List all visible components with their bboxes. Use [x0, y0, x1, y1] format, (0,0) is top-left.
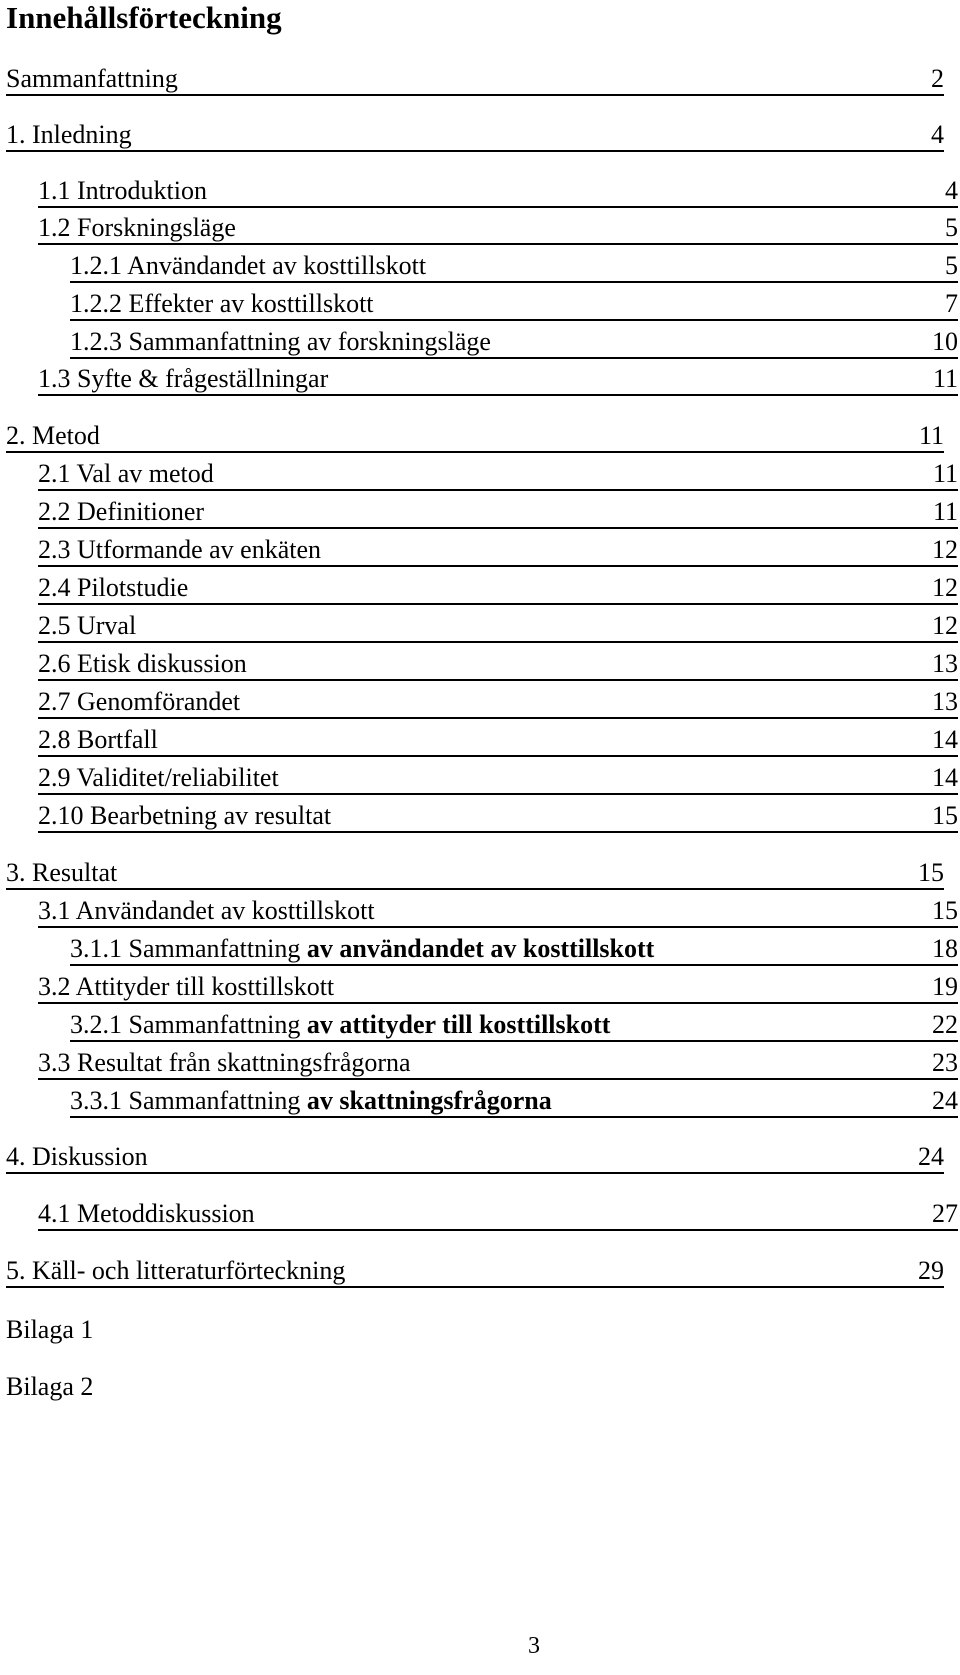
toc-entry-number: 5.: [6, 1256, 26, 1285]
toc-entry-text: Effekter av kosttillskott: [128, 289, 374, 318]
toc-entry[interactable]: [6, 1142, 944, 1174]
toc-entry-text: Validitet/reliabilitet: [76, 763, 279, 792]
toc-entry[interactable]: [6, 421, 944, 453]
toc-entry[interactable]: [6, 64, 944, 96]
toc-entry-number: 2.4: [38, 573, 71, 602]
toc-entry-page: 29: [918, 1256, 944, 1285]
toc-entry-page: 15: [918, 858, 944, 887]
toc-entry-text: Inledning: [32, 120, 132, 149]
toc-entry[interactable]: [38, 896, 958, 928]
toc-entry-page: 13: [932, 687, 958, 716]
toc-entry[interactable]: [70, 1010, 958, 1042]
toc-entry-number: 1.: [6, 120, 26, 149]
toc-entry-text: Användandet av kosttillskott: [127, 251, 427, 280]
toc-entry-page: 10: [932, 327, 958, 356]
toc-entry[interactable]: [38, 213, 958, 245]
toc-entry-number: 4.1: [38, 1199, 71, 1228]
toc-entry-text: Resultat från skattningsfrågorna: [77, 1048, 411, 1077]
toc-entry-bold-text: av skattningsfrågorna: [306, 1086, 552, 1115]
toc-entry-text: Käll- och litteraturförteckning: [32, 1256, 346, 1285]
toc-entry-page: 27: [932, 1199, 958, 1228]
toc-entry-page: 11: [932, 459, 958, 488]
toc-entry[interactable]: [6, 120, 944, 152]
toc-entry-text: Sammanfattning: [128, 1010, 301, 1039]
toc-entry[interactable]: [38, 1199, 958, 1231]
toc-entry-text: Introduktion: [77, 176, 207, 205]
toc-entry-page: 13: [932, 649, 958, 678]
toc-entry[interactable]: [38, 649, 958, 681]
toc-entry-page: 12: [932, 535, 958, 564]
toc-entry-number: 3.: [6, 858, 26, 887]
toc-entry[interactable]: [70, 327, 958, 359]
toc-entry-text: Sammanfattning: [128, 934, 301, 963]
toc-entry-page: 14: [932, 725, 958, 754]
toc-entry-text: Definitioner: [77, 497, 205, 526]
toc-entry-text: Bortfall: [77, 725, 158, 754]
toc-entry-number: 3.3: [38, 1048, 71, 1077]
toc-entry-page: 24: [932, 1086, 958, 1115]
toc-entry[interactable]: [70, 251, 958, 283]
toc-entry-page: 19: [932, 972, 958, 1001]
toc-entry-text: Bilaga 2: [6, 1372, 94, 1401]
toc-entry-number: 2.5: [38, 611, 71, 640]
toc-entry[interactable]: [38, 725, 958, 757]
toc-entry-number: 2.10: [38, 801, 84, 830]
toc-entry-text: Sammanfattning: [6, 64, 178, 93]
toc-entry-page: 4: [945, 176, 958, 205]
toc-entry[interactable]: [38, 176, 958, 208]
toc-entry-bold-text: av attityder till kosttillskott: [306, 1010, 611, 1039]
toc-entry-text: Syfte & frågeställningar: [77, 364, 329, 393]
toc-entry[interactable]: [6, 1256, 944, 1288]
toc-entry-text: Metoddiskussion: [77, 1199, 255, 1228]
toc-entry-number: 3.2.1: [70, 1010, 122, 1039]
toc-entry[interactable]: [6, 1313, 944, 1345]
toc-entry[interactable]: [38, 1048, 958, 1080]
toc-entry-page: 15: [932, 801, 958, 830]
toc-entry-number: 1.2.3: [70, 327, 122, 356]
toc-entry-number: 3.1: [38, 896, 71, 925]
toc-entry-number: 1.3: [38, 364, 71, 393]
toc-entry-text: Bilaga 1: [6, 1315, 94, 1344]
toc-entry-text: Metod: [32, 421, 100, 450]
toc-entry-page: 15: [932, 896, 958, 925]
toc-entry-number: 4.: [6, 1142, 26, 1171]
toc-entry-text: Resultat: [32, 858, 118, 887]
toc-entry-page: 7: [945, 289, 958, 318]
toc-entry-number: 2.: [6, 421, 26, 450]
toc-entry[interactable]: [38, 763, 958, 795]
toc-entry-number: 3.3.1: [70, 1086, 122, 1115]
toc-entry[interactable]: [38, 801, 958, 833]
toc-entry-page: 2: [931, 64, 944, 93]
toc-entry-text: Utformande av enkäten: [77, 535, 322, 564]
toc-entry-page: 11: [932, 364, 958, 393]
toc-entry-number: 3.1.1: [70, 934, 122, 963]
toc-entry-number: 2.1: [38, 459, 71, 488]
toc-entry-text: Sammanfattning: [128, 1086, 301, 1115]
toc-entry-page: 24: [918, 1142, 944, 1171]
toc-entry[interactable]: [6, 858, 944, 890]
toc-entry[interactable]: [70, 289, 958, 321]
toc-entry-number: 1.2: [38, 213, 71, 242]
toc-entry[interactable]: [38, 687, 958, 719]
toc-entry[interactable]: [38, 497, 958, 529]
toc-entry-bold-text: av användandet av kosttillskott: [306, 934, 655, 963]
toc-entry-text: Etisk diskussion: [77, 649, 247, 678]
toc-entry-page: 5: [945, 251, 958, 280]
toc-entry-number: 2.6: [38, 649, 71, 678]
toc-entry-text: Genomförandet: [77, 687, 241, 716]
toc-entry-page: 22: [932, 1010, 958, 1039]
toc-entry-page: 18: [932, 934, 958, 963]
toc-entry[interactable]: [38, 364, 958, 396]
toc-entry-number: 2.7: [38, 687, 71, 716]
toc-entry-page: 11: [932, 497, 958, 526]
toc-entry[interactable]: [38, 972, 958, 1004]
toc-entry-text: Diskussion: [32, 1142, 148, 1171]
toc-entry-text: Val av metod: [76, 459, 214, 488]
toc-entry-page: 12: [932, 611, 958, 640]
toc-entry[interactable]: [38, 459, 958, 491]
toc-entry-text: Forskningsläge: [77, 213, 236, 242]
toc-entry[interactable]: [38, 535, 958, 567]
toc-entry-text: Urval: [77, 611, 137, 640]
toc-entry-text: Pilotstudie: [77, 573, 189, 602]
toc-entry-page: 14: [932, 763, 958, 792]
toc-entry-text: Sammanfattning av forskningsläge: [128, 327, 491, 356]
toc-entry-number: 2.2: [38, 497, 71, 526]
toc-entry-page: 12: [932, 573, 958, 602]
toc-entry-number: 2.8: [38, 725, 71, 754]
toc-entry-number: 3.2: [38, 972, 71, 1001]
toc-entry[interactable]: [70, 934, 958, 966]
page-title: Innehållsförteckning: [6, 0, 282, 35]
toc-entry-number: 1.2.1: [70, 251, 122, 280]
toc-entry-text: Användandet av kosttillskott: [75, 896, 375, 925]
toc-entry[interactable]: [38, 611, 958, 643]
page-number: 3: [528, 1633, 540, 1659]
toc-entry-page: 11: [918, 421, 944, 450]
toc-entry[interactable]: [38, 573, 958, 605]
toc-entry[interactable]: [70, 1086, 958, 1118]
toc-entry-page: 4: [931, 120, 944, 149]
toc-entry-number: 2.3: [38, 535, 71, 564]
toc-entry-page: 5: [945, 213, 958, 242]
toc-entry-text: Bearbetning av resultat: [90, 801, 332, 830]
toc-entry[interactable]: [6, 1370, 944, 1402]
toc-entry-number: 1.2.2: [70, 289, 122, 318]
toc-entry-number: 1.1: [38, 176, 71, 205]
toc-entry-number: 2.9: [38, 763, 71, 792]
toc-entry-page: 23: [932, 1048, 958, 1077]
toc-entry-text: Attityder till kosttillskott: [75, 972, 335, 1001]
